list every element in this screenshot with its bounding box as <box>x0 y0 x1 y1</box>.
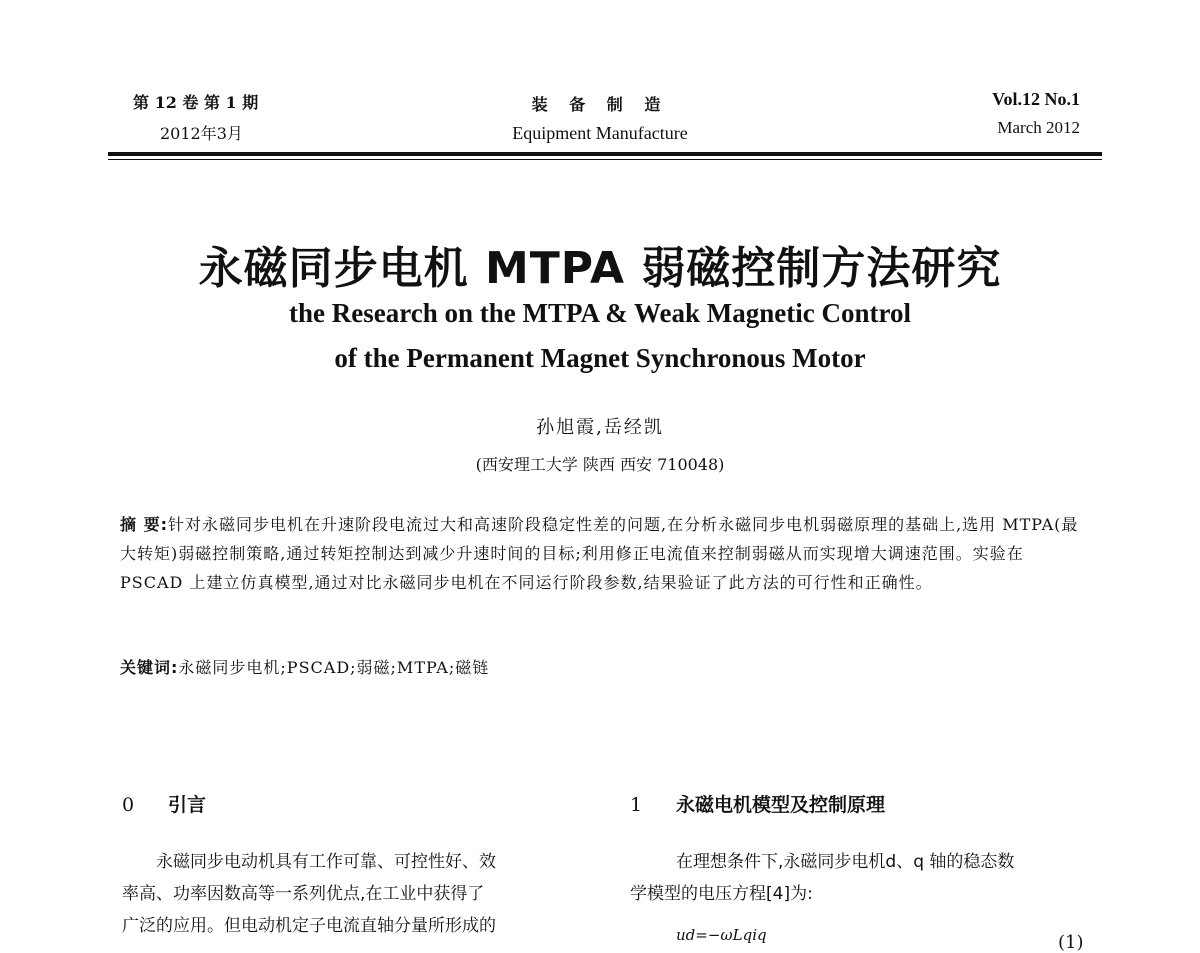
header-rule-thick <box>108 152 1102 156</box>
journal-date-en: March 2012 <box>997 118 1080 137</box>
section-1-line: 学模型的电压方程[4]为: <box>630 884 813 904</box>
paper-title-en-line2: of the Permanent Magnet Synchronous Motor <box>334 343 866 373</box>
section-1-line: 在理想条件下,永磁同步电机d、q 轴的稳态数 <box>676 852 1015 872</box>
journal-volume-issue-cn: 第 12 卷 第 1 期 <box>133 93 259 112</box>
section-0-heading <box>122 790 206 817</box>
section-1-title: 永磁电机模型及控制原理 <box>676 794 886 816</box>
section-0-title: 引言 <box>168 794 207 816</box>
abstract-label: 摘 要: <box>120 515 168 534</box>
section-0-line: 广泛的应用。但电动机定子电流直轴分量所形成的 <box>122 916 496 936</box>
paper-title-en-line1: the Research on the MTPA & Weak Magnetic Control <box>289 298 911 328</box>
section-1-heading <box>630 790 885 817</box>
paper-title-cn: 永磁同步电机 MTPA 弱磁控制方法研究 <box>198 243 1002 294</box>
section-1-number: 1 <box>630 794 643 816</box>
journal-date-cn: 2012年3月 <box>160 124 243 143</box>
section-0-line: 永磁同步电动机具有工作可靠、可控性好、效 <box>156 852 496 872</box>
section-1-body <box>630 846 1100 910</box>
paper-authors: 孙旭霞,岳经凯 <box>536 417 664 438</box>
journal-name-cn: 装 备 制 造 <box>531 95 669 114</box>
abstract <box>120 510 1090 597</box>
section-0-number: 0 <box>122 794 135 816</box>
keywords <box>120 655 1090 678</box>
section-0-line: 率高、功率因数高等一系列优点,在工业中获得了 <box>122 884 485 904</box>
section-0-body <box>122 846 582 942</box>
journal-name-en: Equipment Manufacture <box>512 123 688 143</box>
equation-1: ud=−ωLqiq <box>676 926 767 944</box>
equation-1-number: (1) <box>1058 932 1084 953</box>
keywords-label: 关键词: <box>120 658 179 677</box>
journal-volume-en: Vol.12 No.1 <box>992 89 1080 109</box>
keywords-text: 永磁同步电机;PSCAD;弱磁;MTPA;磁链 <box>178 658 490 677</box>
header-rule-thin <box>108 159 1102 160</box>
paper-affiliation: (西安理工大学 陕西 西安 710048) <box>475 455 725 474</box>
abstract-text: 针对永磁同步电机在升速阶段电流过大和高速阶段稳定性差的问题,在分析永磁同步电机弱磁原理的基础上,选用 MTPA(最大转矩)弱磁控制策略,通过转矩控制达到减少升速时间的目标;利用修正电流值来控制弱磁从而实现增大调速范围。实验在 PSCAD 上建立仿真模型,通过对比永磁同步电机在不同运行阶段参数,结果验证了此方法的可行性和正确性。 <box>120 515 1079 592</box>
